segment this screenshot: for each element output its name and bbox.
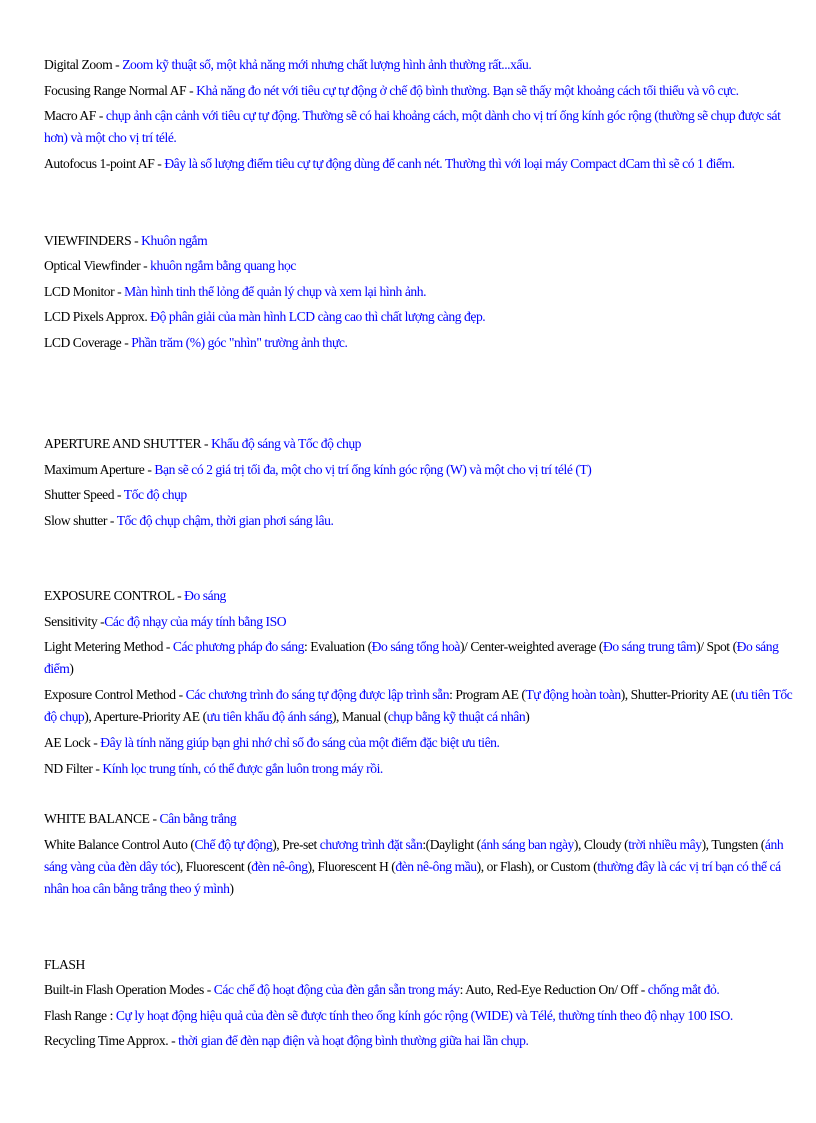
macro-af-entry: [44, 103, 796, 151]
translation: Các chương trình đo sáng tự động được lập trình sẵn: [185, 687, 450, 702]
translation: Cự ly hoạt động hiệu quả của đèn sẽ được tính theo ống kính góc rộng (WIDE) và Télé, thường tính theo độ nhạy 100 ISO.: [115, 1007, 733, 1023]
viewfinders-heading: [44, 228, 796, 254]
term: Maximum Aperture -: [44, 461, 155, 477]
term: Light Metering Method -: [44, 639, 173, 654]
term: Sensitivity -: [44, 613, 105, 629]
translation: Phần trăm (%) góc "nhìn" trường ảnh thực.: [131, 334, 348, 350]
translation: chụp ảnh cận cảnh với tiêu cự tự động. Thường sẽ có hai khoảng cách, một dành cho vị trí ống kính góc rộng (thường sẽ chụp được sát hơn) và một cho vị trí télé.: [44, 108, 781, 145]
term: Flash Range :: [44, 1007, 116, 1023]
term: Recycling Time Approx. -: [44, 1033, 179, 1048]
translation: Kính lọc trung tính, có thể được gắn luôn trong máy rồi.: [102, 760, 383, 776]
translation: Đây là tính năng giúp bạn ghi nhớ chỉ số đo sáng của một điểm đặc biệt ưu tiên.: [100, 735, 500, 750]
exposure-heading: [44, 583, 796, 609]
term: ND Filter -: [44, 760, 103, 776]
term: AE Lock -: [44, 735, 101, 750]
term: LCD Coverage -: [44, 334, 132, 350]
slow-shutter-entry: [44, 508, 796, 534]
document-page: [44, 52, 796, 1054]
sensitivity-entry: [44, 609, 796, 635]
translation: ánh sáng vàng của đèn dây tóc: [44, 836, 784, 874]
exposure-control-method-entry: [44, 682, 796, 730]
flash-modes-entry: [44, 977, 796, 1003]
translation: Bạn sẽ có 2 giá trị tối đa, một cho vị trí ống kính góc rộng (W) và một cho vị trí télé (T): [154, 461, 592, 477]
focusing-range-entry: [44, 78, 796, 104]
term: : Auto, Red-Eye Reduction On/ Off -: [459, 982, 648, 997]
term: LCD Monitor -: [44, 283, 125, 299]
translation: trời nhiều mây: [628, 836, 702, 852]
term: Built-in Flash Operation Modes -: [44, 982, 214, 997]
translation: Đo sáng tổng hoà: [371, 639, 460, 654]
section-title: WHITE BALANCE -: [44, 811, 160, 826]
ae-lock-entry: [44, 730, 796, 756]
term: Focusing Range Normal AF -: [44, 82, 197, 98]
translation: Tự động hoàn toàn: [525, 687, 621, 702]
flash-heading: [44, 952, 796, 978]
translation: thường đây là các vị trí bạn có thể cá nhân hoa cân bằng trắng theo ý mình: [44, 858, 781, 896]
translation: ưu tiên Tốc độ chụp: [44, 687, 793, 724]
translation: đèn nê-ông mầu: [395, 858, 477, 874]
translation: Zoom kỹ thuật số, một khả năng mới nhưng chất lượng hình ảnh thường rất...xấu.: [122, 57, 532, 72]
term: ), Tungsten (: [701, 836, 765, 852]
term: ), Fluorescent H (: [307, 858, 396, 874]
lcd-monitor-entry: [44, 279, 796, 305]
translation: chương trình đặt sẵn: [319, 836, 423, 852]
translation: Độ phân giải của màn hình LCD càng cao thì chất lượng càng đẹp.: [150, 309, 486, 324]
translation: Các phương pháp đo sáng: [172, 639, 304, 654]
term: Autofocus 1-point AF -: [44, 156, 165, 171]
term: ), Pre-set: [272, 836, 320, 852]
spacer: [44, 177, 796, 228]
term: )/ Spot (: [696, 639, 737, 654]
maximum-aperture-entry: [44, 457, 796, 483]
translation: Đây là số lượng điểm tiêu cự tự động dùng để canh nét. Thường thì với loại máy Compact dCam thì sẽ có 1 điểm.: [164, 156, 735, 171]
spacer: [44, 781, 796, 806]
translation: chụp bằng kỹ thuật cá nhân: [387, 709, 526, 724]
section-title: FLASH: [44, 956, 85, 972]
term: Exposure Control Method -: [44, 687, 186, 702]
term: :(Daylight (: [422, 836, 481, 852]
term: )/ Center-weighted average (: [459, 639, 603, 654]
term: ): [69, 661, 74, 676]
translation: Tốc độ chụp chậm, thời gian phơi sáng lâu.: [116, 512, 334, 528]
translation: Chế độ tự động: [194, 836, 273, 852]
term: ), Shutter-Priority AE (: [620, 687, 735, 702]
term: White Balance Control Auto (: [44, 836, 195, 852]
shutter-speed-entry: [44, 482, 796, 508]
translation: đèn nê-ông: [251, 858, 308, 874]
translation: Cân bằng trắng: [159, 811, 237, 826]
term: Optical Viewfinder -: [44, 258, 151, 273]
nd-filter-entry: [44, 756, 796, 782]
translation: Khuôn ngắm: [141, 232, 208, 248]
spacer: [44, 902, 796, 952]
term: ): [229, 880, 234, 896]
aperture-heading: [44, 431, 796, 457]
translation: ưu tiên khẩu độ ánh sáng: [206, 709, 332, 724]
term: ), Manual (: [331, 709, 388, 724]
term: ), Aperture-Priority AE (: [84, 709, 207, 724]
lcd-pixels-entry: [44, 304, 796, 330]
section-title: EXPOSURE CONTROL -: [44, 588, 185, 603]
white-balance-control-entry: [44, 832, 796, 902]
section-title: VIEWFINDERS -: [44, 232, 142, 248]
translation: Tốc độ chụp: [123, 487, 187, 502]
term: Slow shutter -: [44, 512, 117, 528]
translation: ánh sáng ban ngày: [480, 836, 574, 852]
term: ), or Flash), or Custom (: [476, 858, 598, 874]
spacer: [44, 533, 796, 583]
section-title: APERTURE AND SHUTTER -: [44, 436, 212, 451]
translation: thời gian để đèn nạp điện và hoạt động bình thường giữa hai lần chụp.: [178, 1033, 529, 1048]
translation: Đo sáng: [184, 588, 226, 603]
term: ), Fluorescent (: [175, 858, 252, 874]
translation: chống mắt đỏ.: [647, 982, 720, 997]
term: : Program AE (: [449, 687, 526, 702]
translation: Khả năng đo nét với tiêu cự tự động ở chế độ bình thường. Bạn sẽ thấy một khoảng cách tối thiểu và vô cực.: [196, 82, 739, 98]
term: ), Cloudy (: [573, 836, 629, 852]
term: Digital Zoom -: [44, 57, 123, 72]
autofocus-entry: [44, 151, 796, 177]
light-metering-entry: [44, 634, 796, 682]
translation: Các độ nhạy của máy tính bằng ISO: [104, 613, 287, 629]
translation: Các chế độ hoạt động của đèn gắn sẵn trong máy: [213, 982, 460, 997]
translation: Màn hình tinh thể lỏng để quản lý chụp và xem lại hình ảnh.: [124, 283, 427, 299]
term: Macro AF -: [44, 108, 106, 123]
term: Shutter Speed -: [44, 487, 124, 502]
recycling-time-entry: [44, 1028, 796, 1054]
term: ): [525, 709, 530, 724]
spacer: [44, 355, 796, 431]
term: LCD Pixels Approx.: [44, 309, 151, 324]
term: : Evaluation (: [303, 639, 372, 654]
translation: Đo sáng trung tâm: [602, 639, 697, 654]
translation: khuôn ngắm bằng quang học: [150, 258, 296, 273]
translation: Khẩu độ sáng và Tốc độ chụp: [211, 436, 362, 451]
optical-viewfinder-entry: [44, 253, 796, 279]
translation: Đo sáng điểm: [44, 639, 779, 676]
digital-zoom-entry: [44, 52, 796, 78]
lcd-coverage-entry: [44, 330, 796, 356]
flash-range-entry: [44, 1003, 796, 1029]
white-balance-heading: [44, 806, 796, 832]
